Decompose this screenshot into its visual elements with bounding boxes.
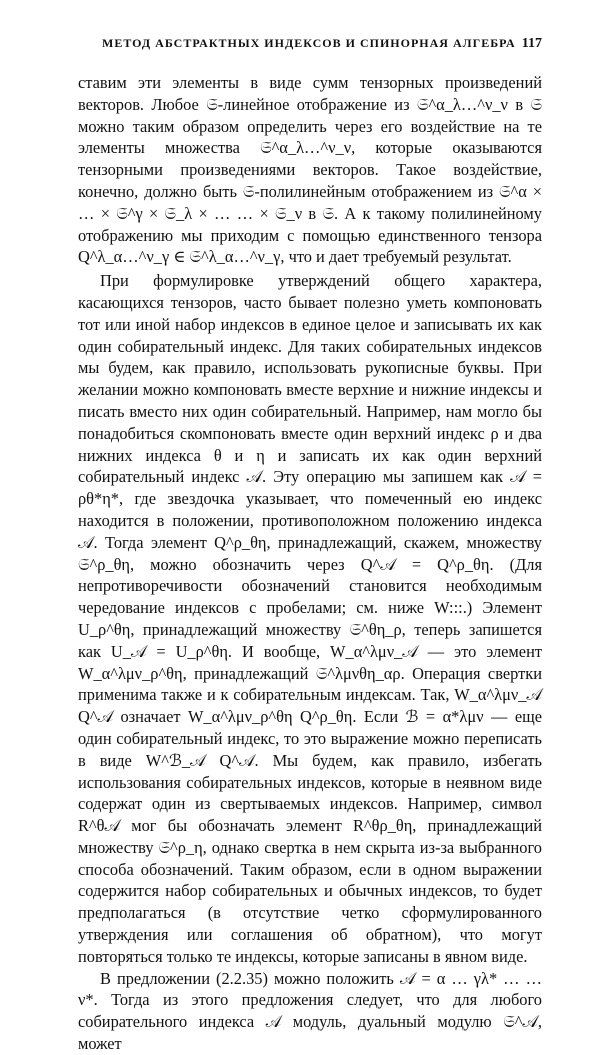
paragraph-continued: ставим эти элементы в виде сумм тензорных произведений векторов. Любое 𝔖-линейное отображение из 𝔖^α_λ…^ν_ν в 𝔖 можно таким образом определить через его воздействие на те элементы множества 𝔖^α_λ…^ν_ν, которые оказываются тензорными произведениями векторов. Такое воздействие, конечно, должно быть 𝔖-полилинейным отображением из 𝔖^α × … × 𝔖^γ × 𝔖_λ × … … × 𝔖_ν в 𝔖. А к такому полилинейному отображению мы приходим с помощью единственного тензора Q^λ_α…^ν_γ ∈ 𝔖^λ_α…^ν_γ, что и дает требуемый результат. xyxy=(78,73,542,267)
paragraph-collective-indices: При формулировке утверждений общего характера, касающихся тензоров, часто бывает полезно уметь компоновать тот или иной набор индексов в единое целое и записывать их как один собирательный индекс. Для таких собирательных индексов мы будем, как правило, использовать рукописные буквы. При желании можно компоновать вместе верхние и нижние индексы и писать вместо них один собирательный. Например, нам могло бы понадобиться скомпоновать вместе один верхний индекс ρ и два нижних индекса θ и η и записать их как один верхний собирательный индекс 𝒜. Эту операцию мы запишем как 𝒜 = ρθ*η*, где звездочка указывает, что помеченный ею индекс находится в положении, противоположном положению индекса 𝒜. Тогда элемент Q^ρ_θη, принадлежащий, скажем, множеству 𝔖^ρ_θη, можно обозначить через Q^𝒜 = Q^ρ_θη. (Для непротиворечивости обозначений становится необходимым чередование индексов с пробелами; см. ниже W:::.) Элемент U_ρ^θη, принадлежащий множеству 𝔖^θη_ρ, теперь запишется как U_𝒜 = U_ρ^θη. И вообще, W_α^λμν_𝒜 — это элемент W_α^λμν_ρ^θη, принадлежащий 𝔖^λμνθη_αρ. Операция свертки применима также и к собирательным индексам. Так, W_α^λμν_𝒜 Q^𝒜 означает W_α^λμν_ρ^θη Q^ρ_θη. Если ℬ = α*λμν — еще один собирательный индекс, то это выражение можно переписать в виде W^ℬ_𝒜 Q^𝒜. Мы будем, как правило, избегать использования собирательных индексов, которые в неявном виде содержат один из свертываемых индексов. Например, символ R^θ𝒜 мог бы обозначать элемент R^θρ_θη, принадлежащий множеству 𝔖^ρ_η, однако свертка в нем скрыта из-за выбранного способа обозначений. Таким образом, если в одном выражении содержится набор собирательных и обычных индексов, то будет предполагаться (в отсутствие четко сформулированного утверждения или соглашения об обратном), что могут повторяться только те индексы, которые записаны в явном виде. xyxy=(78,271,542,966)
running-header xyxy=(78,36,542,62)
page-body xyxy=(78,72,542,1055)
running-title: МЕТОД АБСТРАКТНЫХ ИНДЕКСОВ И СПИНОРНАЯ АЛГЕБРА xyxy=(102,36,516,50)
paragraph-proposition-2-2-35: В предложении (2.2.35) можно положить 𝒜 = α … γλ* … … ν*. Тогда из этого предложения следует, что для любого собирательного индекса 𝒜 модуль, дуальный модулю 𝔖^𝒜, может xyxy=(78,968,542,1054)
page-number: 117 xyxy=(521,36,542,51)
